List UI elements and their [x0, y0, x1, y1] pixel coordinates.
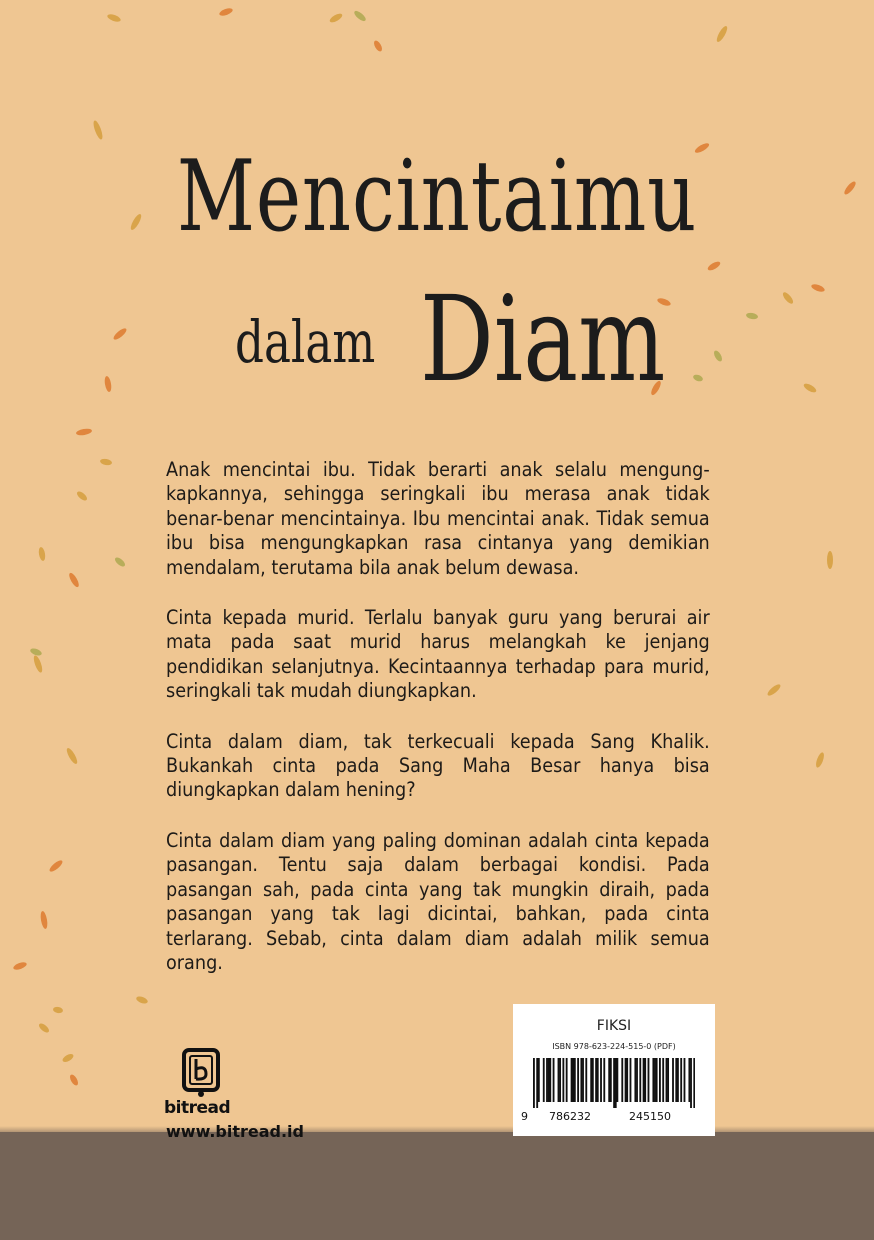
blurb-paragraph-3: Cinta dalam diam, tak terkecuali kepada Sang Khalik. Bukankah cinta pada Sang Maha Besar hanya bisa diungkapkan dalam hening? [166, 729, 710, 802]
publisher-url: www.bitread.id [166, 1122, 304, 1141]
isbn-label-box [513, 1004, 715, 1136]
blurb-paragraph-4: Cinta dalam diam yang paling dominan adalah cinta kepada pasangan. Tentu saja dalam berbagai kondisi. Pada pasangan sah, pada cinta yang tak mungkin diraih, pada pasangan yang tak lagi dicintai, bahkan, pada cinta terlarang. Sebab, cinta dalam diam adalah milik semua orang. [166, 828, 710, 974]
blurb-paragraph-1: Anak mencintai ibu. Tidak berarti anak selalu mengung-kapkannya, sehingga seringkali ibu merasa anak tidak benar-benar mencintainya. Ibu mencintai anak. Tidak semua ibu bisa mengungkapkan rasa cintanya yang demikian mendalam, terutama bila anak belum dewasa. [166, 458, 710, 579]
book-blurb [166, 458, 710, 1001]
book-title-line-1: Mencintaimu [176, 140, 698, 254]
barcode-right-digits: 245150 [629, 1110, 671, 1123]
barcode-first-digit: 9 [521, 1110, 528, 1123]
book-title-big-word: Diam [420, 270, 666, 408]
genre-label: FIKSI [596, 1018, 632, 1034]
publisher-name: bitread [164, 1098, 231, 1118]
ground-strip [0, 1132, 874, 1240]
isbn-number: ISBN 978-623-224-515-0 (PDF) [552, 1042, 676, 1051]
barcode-left-digits: 786232 [549, 1110, 591, 1123]
bitread-book-icon [170, 1047, 234, 1103]
blurb-paragraph-2: Cinta kepada murid. Terlalu banyak guru yang berurai air mata pada saat murid harus melangkah ke jenjang pendidikan selanjutnya. Kecintaannya terhadap para murid, seringkali tak mudah diungkapkan. [166, 606, 710, 703]
barcode [533, 1058, 695, 1108]
book-title-small-word: dalam [235, 308, 376, 376]
